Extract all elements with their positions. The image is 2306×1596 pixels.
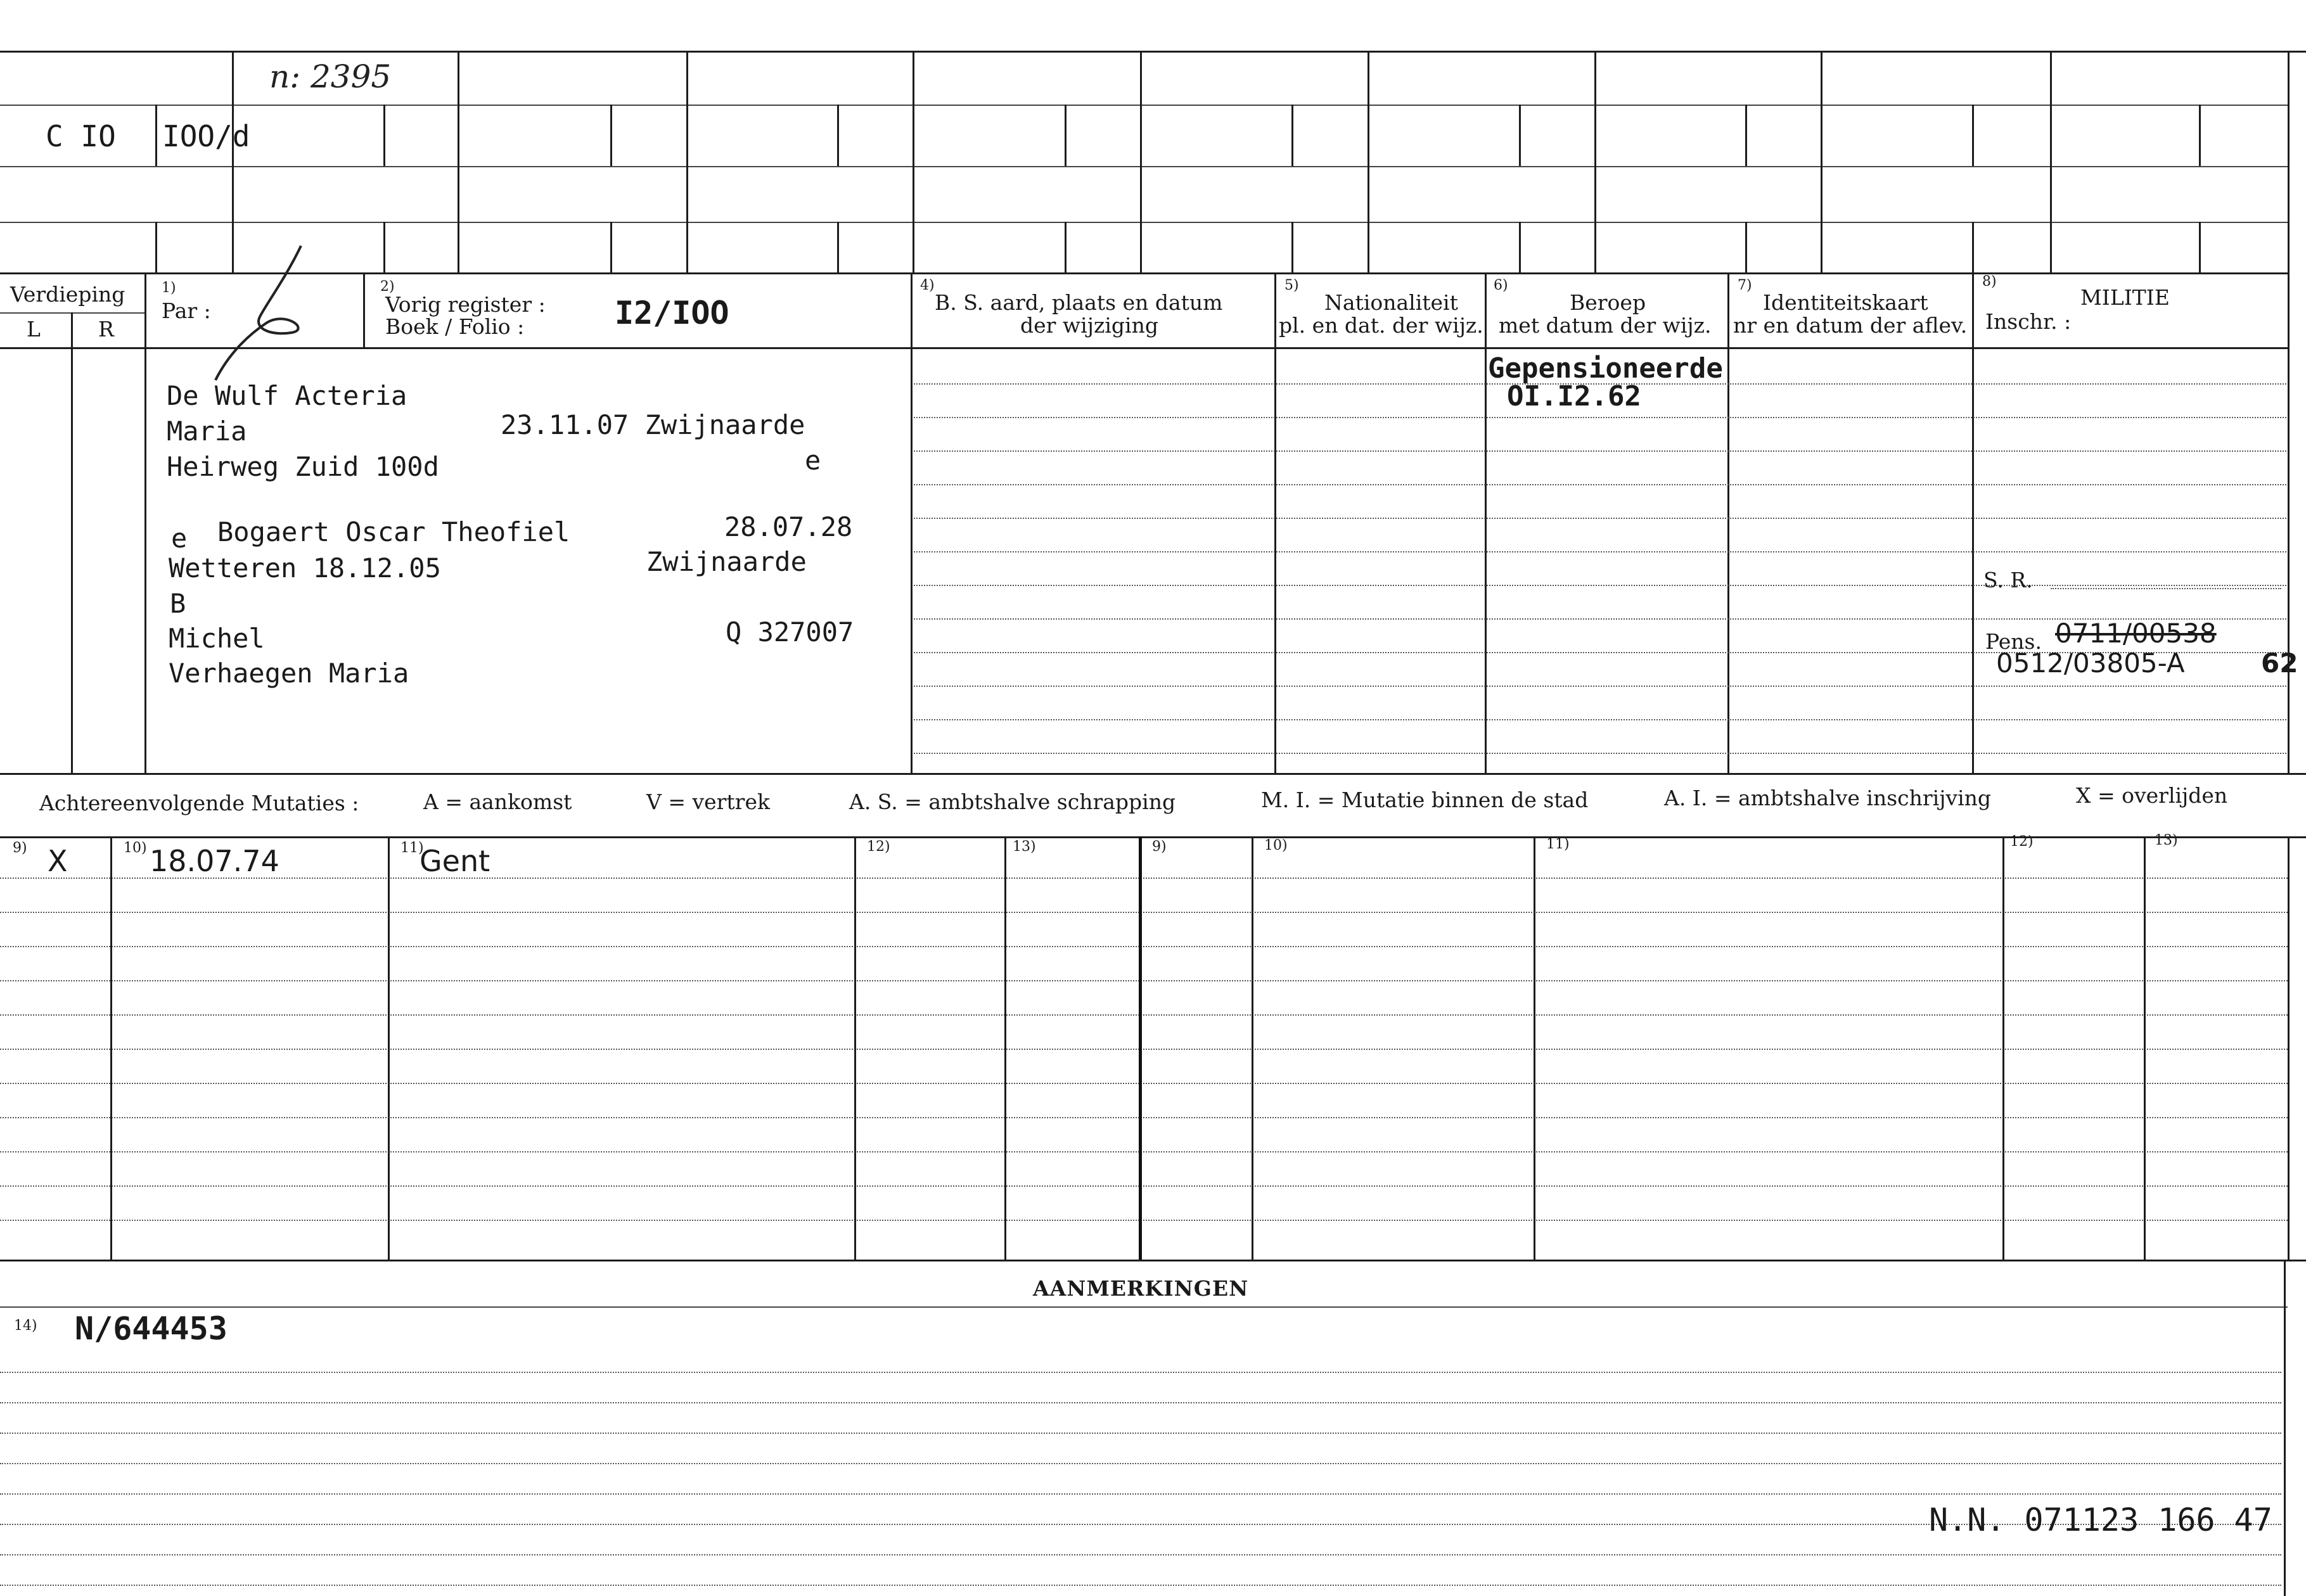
person-code: Q 327007: [726, 616, 854, 648]
house-number: IOO/d: [162, 119, 250, 153]
mutaties-col: [2288, 836, 2290, 1260]
top-grid-subcol: [1065, 222, 1067, 272]
legend-mi: M. I. = Mutatie binnen de stad: [1261, 788, 1589, 812]
person-birth: 23.11.07 Zwijnaarde: [501, 409, 805, 440]
col-number-7: 7): [1738, 278, 1752, 293]
col-nat-edge: [1485, 272, 1487, 773]
legend-v: V = vertrek: [646, 789, 770, 814]
floor-l-label: L: [27, 317, 41, 342]
mutaties-col: [1004, 836, 1006, 1260]
pens-new-number: 0512/03805-A: [1996, 648, 2185, 679]
mutaties-col: [1139, 836, 1142, 1260]
right-edge-mark: [2284, 1261, 2286, 1596]
mutaties-col: [388, 836, 390, 1260]
top-grid-subcol: [1291, 222, 1293, 272]
ruled-line: [0, 946, 2288, 947]
ruled-line: [914, 417, 2286, 418]
spouse-birth: Wetteren 18.12.05: [169, 552, 441, 584]
mut-col-13b: 13): [2155, 833, 2178, 848]
inschr-label: Inschr. :: [1985, 309, 2072, 334]
person-e1: e: [805, 445, 821, 476]
par-signature: [190, 241, 317, 393]
nat-header-2: pl. en dat. der wijz.: [1279, 313, 1483, 338]
col-register-edge: [911, 272, 913, 773]
register-value: I2/IOO: [615, 295, 729, 331]
mutaties-col: [1534, 836, 1535, 1260]
person-firstname: Maria: [167, 416, 247, 447]
bs-header-2: der wijziging: [1020, 313, 1158, 338]
top-grid-subcol: [837, 105, 839, 166]
ruled-line: [914, 484, 2286, 485]
top-grid-subcol: [1745, 222, 1747, 272]
mut-col-11b: 11): [1546, 836, 1570, 852]
ruled-line: [0, 1493, 2281, 1495]
ruled-line: [0, 1083, 2288, 1084]
id-header-1: Identiteitskaart: [1763, 290, 1928, 315]
top-grid-subcol: [1291, 105, 1293, 166]
col-number-8: 8): [1982, 274, 1997, 290]
person-michel: Michel: [169, 623, 265, 654]
person-mother: Verhaegen Maria: [169, 658, 409, 689]
ruled-line: [0, 980, 2288, 981]
top-grid-col: [2050, 51, 2052, 272]
mutatie-place: Gent: [420, 844, 490, 878]
col-number-4: 4): [920, 278, 935, 293]
mut-col-9a: 9): [13, 840, 27, 856]
top-grid-col: [458, 51, 459, 272]
top-grid-subcol: [610, 222, 612, 272]
ruled-line: [914, 686, 2286, 687]
mutatie-date: 18.07.74: [150, 844, 279, 878]
col-number-1: 1): [162, 280, 176, 296]
mut-col-11a: 11): [400, 840, 424, 856]
col-id-edge: [1972, 272, 1974, 773]
mutaties-col: [1252, 836, 1253, 1260]
militie-header: MILITIE: [2080, 285, 2170, 310]
ruled-line: [914, 585, 2286, 586]
pens-label: Pens.: [1985, 629, 2042, 654]
nat-header-1: Nationaliteit: [1324, 290, 1458, 315]
aanmerkingen-number: 14): [14, 1318, 37, 1334]
mutaties-col: [854, 836, 856, 1260]
mutaties-col: [110, 836, 112, 1260]
ruled-line: [0, 1151, 2288, 1152]
mutaties-grid-top: [0, 836, 2306, 838]
col-number-5: 5): [1284, 278, 1299, 293]
street-code: C IO: [46, 119, 116, 153]
person-address: Heirweg Zuid 100d: [167, 451, 439, 482]
boek-folio-label: Boek / Folio :: [385, 314, 525, 339]
top-grid-col: [1821, 51, 1822, 272]
top-grid-subcol: [1972, 222, 1974, 272]
ruled-line: [0, 1117, 2288, 1118]
marriage-date: 28.07.28: [724, 511, 853, 542]
person-line-b: B: [170, 588, 186, 619]
mutaties-grid-bottom: [0, 1260, 2306, 1261]
person-name: De Wulf Acteria: [167, 380, 407, 411]
col-militie-edge: [2288, 272, 2290, 773]
top-grid-row-3: [0, 222, 2288, 223]
verdieping-label: Verdieping: [10, 282, 125, 307]
top-grid-col: [686, 51, 688, 272]
top-grid-subcol: [837, 222, 839, 272]
pens-old-number: 0711/00538: [2055, 618, 2217, 649]
mutaties-label: Achtereenvolgende Mutaties :: [39, 791, 359, 815]
top-grid-subcol: [1519, 222, 1521, 272]
aanmerkingen-value: N/644453: [75, 1310, 227, 1347]
ruled-line: [914, 719, 2286, 720]
beroep-date: OI.I2.62: [1507, 380, 1641, 412]
ruled-line: [0, 1014, 2288, 1016]
top-grid-subcol: [2199, 222, 2201, 272]
ruled-line: [914, 551, 2286, 552]
beroep-header-2: met datum der wijz.: [1499, 313, 1712, 338]
beroep-value: Gepensioneerde: [1488, 352, 1723, 385]
mutaties-col: [2002, 836, 2004, 1260]
national-number: N.N. 071123 166 47: [1929, 1502, 2272, 1538]
sr-label: S. R.: [1983, 568, 2033, 592]
top-grid-subcol: [1745, 105, 1747, 166]
ruled-line: [914, 450, 2286, 452]
top-grid-col: [1368, 51, 1369, 272]
top-border: [0, 51, 2306, 53]
spouse-name: Bogaert Oscar Theofiel: [217, 516, 570, 547]
top-grid-subcol: [1972, 105, 1974, 166]
legend-a: A = aankomst: [423, 789, 572, 814]
mutatie-type: X: [48, 844, 68, 878]
beroep-header-1: Beroep: [1570, 290, 1646, 315]
ruled-line: [914, 518, 2286, 519]
ruled-line: [0, 1402, 2281, 1403]
mut-col-10b: 10): [1264, 838, 1288, 853]
par-label: Par :: [162, 298, 211, 323]
floor-r-label: R: [98, 317, 114, 342]
col-number-6: 6): [1494, 278, 1508, 293]
top-grid-subcol: [1065, 105, 1067, 166]
col-par-edge: [363, 272, 365, 347]
ruled-line: [914, 753, 2286, 754]
ruled-line: [0, 878, 2288, 879]
col-beroep-edge: [1727, 272, 1729, 773]
legend-as: A. S. = ambtshalve schrapping: [849, 789, 1176, 814]
spouse-prefix: e: [171, 523, 188, 554]
col-verdieping-edge: [144, 272, 146, 773]
top-grid-subcol: [2288, 51, 2290, 272]
ruled-line: [0, 1433, 2281, 1434]
mut-col-9b: 9): [1152, 839, 1167, 855]
ruled-line: [0, 1185, 2288, 1187]
mut-col-12b: 12): [2010, 834, 2034, 850]
sr-line: [2051, 588, 2281, 589]
header-bottom-rule: [0, 347, 2288, 349]
marriage-place: Zwijnaarde: [646, 546, 807, 577]
top-grid-col: [232, 51, 234, 272]
top-grid-col: [1140, 51, 1142, 272]
pens-suffix: 62: [2261, 648, 2298, 679]
top-grid-subcol: [383, 222, 385, 272]
ruled-line: [0, 1463, 2281, 1464]
vorig-register-label: Vorig register :: [385, 292, 546, 317]
aanmerkingen-title: AANMERKINGEN: [1033, 1276, 1249, 1301]
ruled-line: [0, 1585, 2281, 1586]
top-grid-subcol: [155, 105, 157, 166]
bs-header-1: B. S. aard, plaats en datum: [935, 290, 1223, 315]
mut-col-12a: 12): [867, 839, 890, 855]
top-grid-row-1: [0, 105, 2288, 106]
top-grid-row-2: [0, 166, 2288, 167]
top-grid-col: [913, 51, 914, 272]
ruled-line: [0, 1049, 2288, 1050]
top-grid-col: [1594, 51, 1596, 272]
mut-col-10a: 10): [124, 840, 147, 856]
legend-x: X = overlijden: [2076, 783, 2228, 808]
mutaties-top-rule: [0, 773, 2306, 775]
top-grid-subcol: [2199, 105, 2201, 166]
top-grid-subcol: [610, 105, 612, 166]
col-number-2: 2): [380, 279, 395, 295]
mutaties-col: [2144, 836, 2146, 1260]
aanmerkingen-rule: [0, 1306, 2288, 1308]
top-grid-subcol: [155, 222, 157, 272]
col-bs-edge: [1274, 272, 1276, 773]
mut-col-13a: 13): [1013, 839, 1036, 855]
top-grid-subcol: [1519, 105, 1521, 166]
ruled-line: [0, 912, 2288, 913]
reference-handwritten: n: 2395: [269, 58, 392, 95]
legend-ai: A. I. = ambtshalve inschrijving: [1664, 786, 1992, 810]
top-grid-subcol: [383, 105, 385, 166]
col-l-r-divider: [71, 312, 73, 773]
id-header-2: nr en datum der aflev.: [1733, 313, 1968, 338]
ruled-line: [0, 1554, 2281, 1555]
ruled-line: [0, 1220, 2288, 1221]
ruled-line: [0, 1372, 2281, 1373]
top-grid-bottom: [0, 272, 2288, 274]
